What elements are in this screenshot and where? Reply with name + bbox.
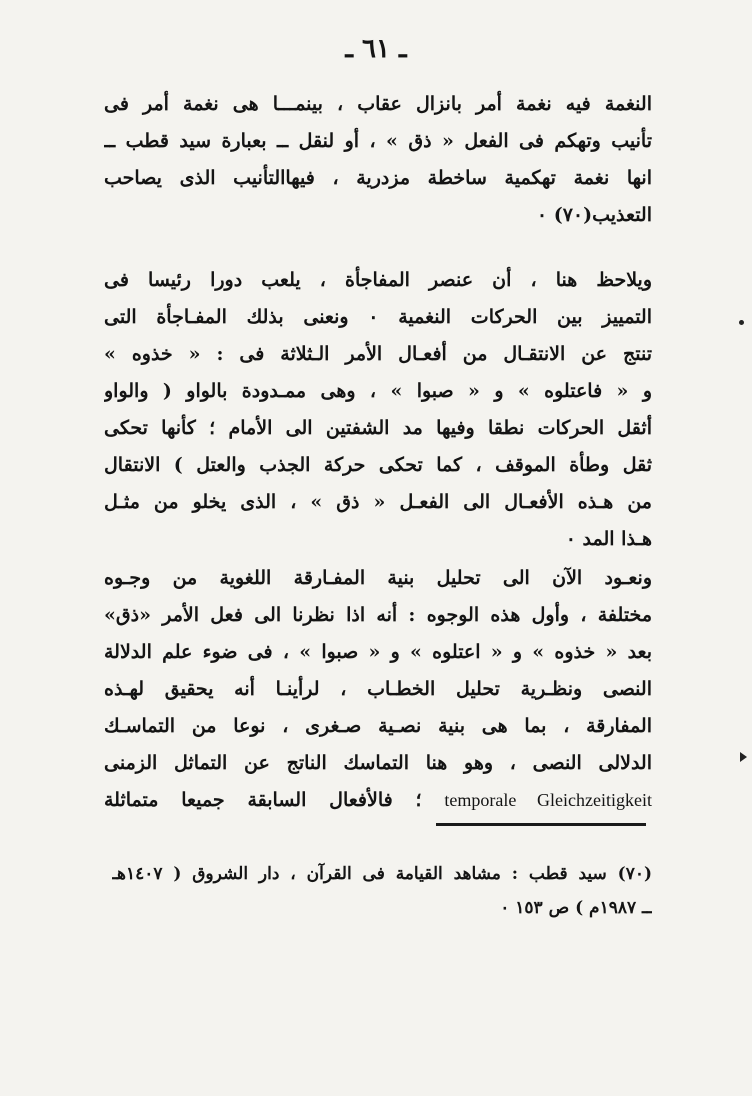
latin-term: temporale Gleichzeitigkeit [444,790,652,810]
footnote-line: (٧٠) سيد قطب : مشاهد القيامة فى القرآن ، دار الشروق ( ١٤٠٧هـ [112,864,652,884]
footnote-separator [436,823,646,826]
text-line: أثقل الحركات نطقا وفيها مد الشفتين الى الأمام ؛ كأنها تحكى [104,417,652,439]
text-line-mixed [104,782,652,819]
paragraph-1 [104,86,652,234]
text-line: النصى ونظـرية تحليل الخطـاب ، لرأينـا أنه يحقيق لهـذه [104,678,652,700]
paragraph-3 [104,560,652,819]
text-line: الدلالى النصى ، وهو هنا التماسك الناتج عن التماثل الزمنى [104,752,652,774]
text-fragment: ؛ فالأفعال السابقة جميعا متماثلة [104,789,422,811]
paragraph-2 [104,262,652,558]
text-line: من هـذه الأفعـال الى الفعـل « ذق » ، الذى يخلو من مثـل [104,491,652,513]
page-number: ـ ٦١ ـ [345,34,407,64]
text-line: ونعـود الآن الى تحليل بنية المفـارقة اللغوية من وجـوه [104,567,652,589]
text-line: انها نغمة تهكمية ساخطة مزدرية ، فيهاالتأنيب الذى يصاحب [104,167,652,189]
text-line: بعد « خذوه » و « اعتلوه » و « صبوا » ، فى ضوء علم الدلالة [104,641,652,663]
text-line: مختلفة ، وأول هذه الوجوه : أنه اذا نظرنا الى فعل الأمر «ذق» [104,604,652,626]
text-line: المفارقة ، بما هى بنية نصـية صـغرى ، نوعا من التماسـك [104,715,652,737]
text-line: التعذيب(٧٠) ٠ [536,204,652,226]
text-line: تأنيب وتهكم فى الفعل « ذق » ، أو لنقل ــ بعبارة سيد قطب ــ [104,130,652,152]
margin-arrow-mark [740,752,747,762]
text-line: و « فاعتلوه » و « صبوا » ، وهى ممـدودة بالواو ( والواو [104,380,652,402]
footnote-line: ــ ١٩٨٧م ) ص ١٥٣ ٠ [500,898,652,918]
text-line: تنتج عن الانتقـال من أفعـال الأمر الـثلاثة فى : « خذوه » [104,343,652,365]
margin-dot [739,320,744,325]
text-line: هـذا المد ٠ [565,528,652,550]
text-line: ثقل وطأة الموقف ، كما تحكى حركة الجذب والعتل ) الانتقال [104,454,652,476]
text-line: التمييز بين الحركات النغمية ٠ ونعنى بذلك المفـاجأة التى [104,306,652,328]
text-line: النغمة فيه نغمة أمر بانزال عقاب ، بينمـــا هى نغمة أمر فى [104,93,652,115]
text-line: ويلاحظ هنا ، أن عنصر المفاجأة ، يلعب دورا رئيسا فى [104,269,652,291]
footnotes [112,857,652,925]
